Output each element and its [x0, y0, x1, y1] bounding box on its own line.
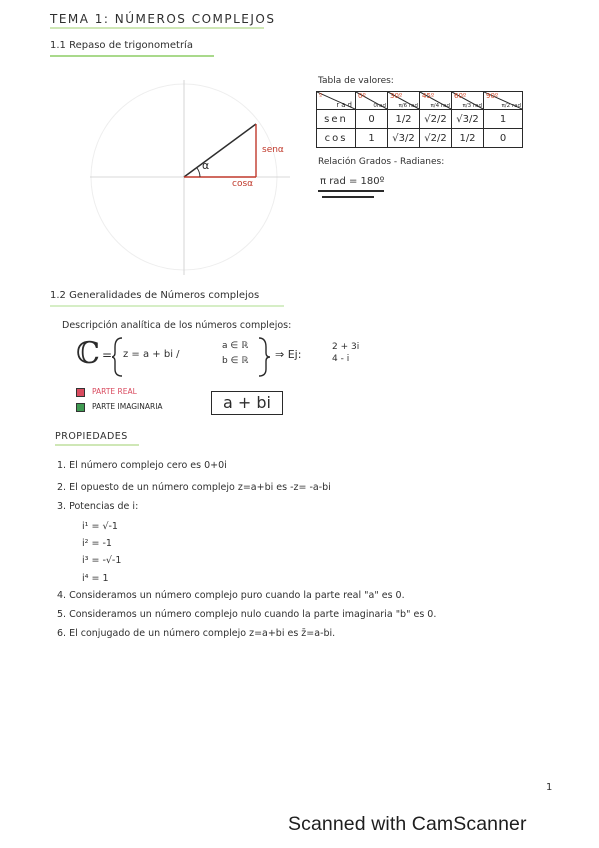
property-item: 1. El número complejo cero es 0+0i: [57, 460, 227, 471]
complex-set-symbol: ℂ: [76, 336, 100, 371]
property-item: 4. Consideramos un número complejo puro cuando la parte real "a" es 0.: [57, 590, 405, 601]
property-item: 6. El conjugado de un número complejo z=a+bi es z̄=a-bi.: [57, 628, 336, 639]
relation-value: π rad = 180º: [320, 176, 385, 187]
example-1: 2 + 3i: [332, 342, 360, 352]
table-cell: 1/2: [452, 129, 484, 148]
table-caption: Tabla de valores:: [318, 76, 394, 86]
table-cell: 1: [356, 129, 388, 148]
corner-rad: rad: [336, 101, 354, 109]
table-corner-cell: [317, 92, 356, 110]
table-cell: √3/2: [388, 129, 420, 148]
section-heading-complex: 1.2 Generalidades de Números complejos: [50, 290, 260, 301]
title-underline: [50, 27, 264, 29]
example-arrow: ⇒ Ej:: [275, 348, 302, 361]
table-cell: 1/2: [388, 110, 420, 129]
header-cell: 0º 0rad: [356, 92, 388, 110]
table-cell: 0: [356, 110, 388, 129]
table-cell: √2/2: [420, 129, 452, 148]
table-header-row: [317, 92, 523, 110]
property-item: 2. El opuesto de un número complejo z=a+bi es -z= -a-bi: [57, 482, 331, 493]
section-underline: [50, 55, 214, 57]
page-title: TEMA 1: NÚMEROS COMPLEJOS: [50, 12, 276, 26]
properties-heading: PROPIEDADES: [55, 431, 128, 442]
relation-label: Relación Grados - Radianes:: [318, 157, 445, 167]
set-equals: =: [102, 348, 113, 362]
table-cell: 0: [484, 129, 523, 148]
trig-values-table: [316, 91, 523, 148]
properties-underline: [55, 444, 139, 446]
sine-label: senα: [262, 145, 284, 155]
angle-label: α: [202, 159, 210, 172]
unit-circle-diagram: [90, 80, 305, 280]
imag-part-swatch: [76, 403, 85, 412]
power-item: i² = -1: [82, 538, 112, 549]
legend-imag: PARTE IMAGINARIA: [92, 402, 163, 411]
section-heading-trigonometry: 1.1 Repaso de trigonometría: [50, 40, 193, 51]
header-cell: 90º π/2 rad: [484, 92, 523, 110]
scanner-watermark: Scanned with CamScanner: [288, 813, 527, 835]
table-row: [317, 110, 523, 129]
description-text: Descripción analítica de los números complejos:: [62, 320, 292, 331]
legend-real: PARTE REAL: [92, 387, 137, 396]
power-item: i³ = -√-1: [82, 555, 122, 566]
power-item: i⁴ = 1: [82, 573, 109, 584]
table-cell: 1: [484, 110, 523, 129]
header-cell: 45º π/4 rad: [420, 92, 452, 110]
example-2: 4 - i: [332, 354, 350, 364]
table-cell: √2/2: [420, 110, 452, 129]
set-content: z = a + bi /: [123, 349, 180, 360]
table-row: [317, 129, 523, 148]
cosine-label: cosα: [232, 179, 254, 189]
relation-underline: [318, 190, 384, 192]
condition-a: a ∈ ℝ: [222, 341, 249, 351]
binomial-form-box: [211, 391, 283, 415]
table-cell: √3/2: [452, 110, 484, 129]
property-item: 3. Potencias de i:: [57, 501, 139, 512]
real-part-swatch: [76, 388, 85, 397]
boxed-real: a: [223, 393, 233, 412]
power-item: i¹ = √-1: [82, 521, 118, 532]
property-item: 5. Consideramos un número complejo nulo cuando la parte imaginaria "b" es 0.: [57, 609, 437, 620]
boxed-imag: + bi: [232, 393, 271, 412]
corner-deg: º: [319, 92, 325, 100]
page-number: 1: [546, 782, 553, 793]
section-underline: [50, 305, 284, 307]
row-label: cos: [317, 129, 356, 148]
header-cell: 60º π/3 rad: [452, 92, 484, 110]
condition-b: b ∈ ℝ: [222, 356, 249, 366]
row-label: sen: [317, 110, 356, 129]
relation-underline-2: [322, 196, 374, 198]
header-cell: 30º π/6 rad: [388, 92, 420, 110]
